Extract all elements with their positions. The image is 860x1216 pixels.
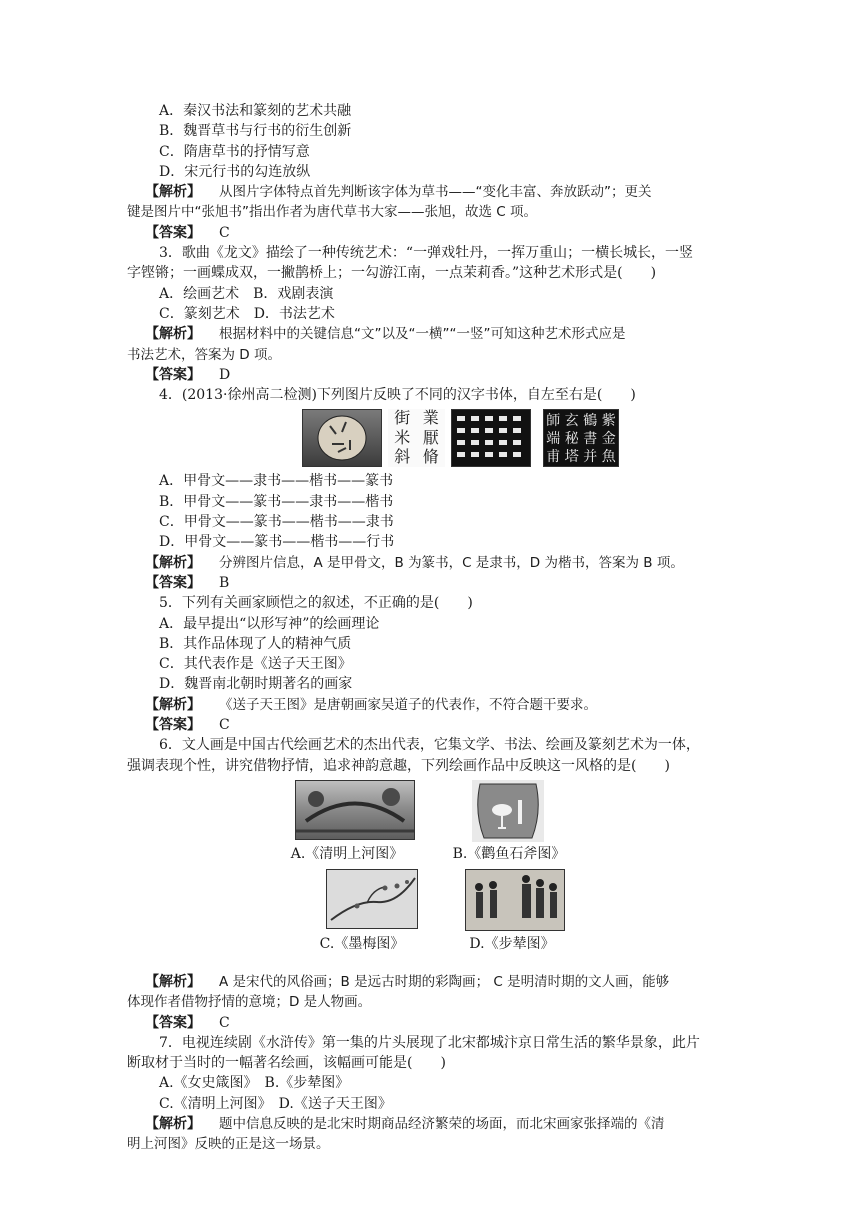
- ink-plum-image: [326, 869, 418, 929]
- q7-analysis: [127, 1114, 737, 1134]
- answer-label: 【答案】: [145, 366, 201, 383]
- stork-fish-axe-image: [472, 780, 544, 842]
- q4-option-b: B．甲骨文——篆书——隶书——楷书: [159, 493, 394, 510]
- q5-option-b: B．其作品体现了人的精神气质: [159, 635, 352, 652]
- q7-stem: 7．电视连续剧《水浒传》第一集的片头展现了北宋都城汴京日常生活的繁华景象，此片: [159, 1034, 700, 1051]
- q2-option-c: C．隋唐草书的抒情写意: [159, 143, 310, 160]
- answer-value: D: [219, 366, 231, 383]
- q6-paintings: [127, 780, 737, 972]
- analysis-label: 【解析】: [145, 1115, 201, 1132]
- q7-options-row2: C.《清明上河图》 D.《送子天王图》: [159, 1095, 392, 1112]
- analysis-text: A 是宋代的风俗画；B 是远古时期的彩陶画； C 是明清时期的文人画，能够: [219, 973, 670, 990]
- q4-answer: [127, 573, 737, 593]
- answer-label: 【答案】: [145, 1014, 201, 1031]
- analysis-label: 【解析】: [145, 973, 201, 990]
- painting-a: [295, 780, 415, 840]
- analysis-label: 【解析】: [145, 184, 201, 201]
- clerical-script-image: [451, 409, 531, 467]
- q5-stem: 5．下列有关画家顾恺之的叙述，不正确的是( ): [159, 595, 473, 612]
- analysis-label: 【解析】: [145, 696, 201, 713]
- q3-analysis-cont: 书法艺术，答案为 D 项。: [127, 346, 281, 363]
- caption-a: A.《清明上河图》: [290, 845, 404, 862]
- q5-option-c: C．其代表作是《送子天王图》: [159, 656, 352, 673]
- q3-options-row2: C．篆刻艺术 D．书法艺术: [159, 305, 335, 322]
- q4-option-d: D．甲骨文——篆书——楷书——行书: [159, 534, 395, 551]
- q7-analysis-cont: 明上河图》反映的正是这一场景。: [127, 1136, 330, 1153]
- answer-label: 【答案】: [145, 717, 201, 734]
- analysis-text: 分辨图片信息，A 是甲骨文，B 为篆书，C 是隶书，D 为楷书，答案为 B 项。: [219, 554, 684, 571]
- q6-stem: 6．文人画是中国古代绘画艺术的杰出代表，它集文学、书法、绘画及篆刻艺术为一体，: [159, 737, 700, 754]
- q3-stem-cont: 字铿锵；一画蝶成双，一撇鹊桥上；一勾游江南，一点茉莉香。”这种艺术形式是( ): [127, 265, 657, 282]
- q2-option-a: A．秦汉书法和篆刻的艺术共融: [159, 103, 352, 119]
- q2-option-b: B．魏晋草书与行书的衍生创新: [159, 123, 352, 140]
- q7-stem-cont: 断取材于当时的一幅著名绘画，该幅画可能是( ): [127, 1055, 446, 1072]
- analysis-text: 从图片字体特点首先判断该字体为草书——“变化丰富、奔放跃动”；更关: [219, 184, 652, 201]
- analysis-label: 【解析】: [145, 326, 201, 343]
- caption-c: C.《墨梅图》: [319, 935, 405, 952]
- oracle-bone-image: [302, 409, 382, 467]
- q5-option-a: A．最早提出“以形写神”的绘画理论: [159, 615, 380, 632]
- figures-shape: [466, 870, 564, 930]
- answer-label: 【答案】: [145, 224, 201, 241]
- q5-option-d: D．魏晋南北朝时期著名的画家: [159, 676, 353, 693]
- clerical-script-texture: [453, 411, 529, 465]
- plum-branch-shape: [327, 870, 417, 928]
- q7-options-row1: A.《女史箴图》 B.《步辇图》: [159, 1075, 350, 1092]
- q3-answer: [127, 365, 737, 385]
- q2-answer: [127, 223, 737, 243]
- q6-analysis-cont: 体现作者借物抒情的意境；D 是人物画。: [127, 994, 372, 1011]
- q2-analysis-cont: 键是图片中“张旭书”指出作者为唐代草书大家——张旭，故选 C 项。: [127, 204, 537, 221]
- answer-value: C: [219, 224, 230, 241]
- qingming-painting-image: [295, 780, 415, 840]
- document-content: [127, 101, 737, 1155]
- q4-option-a: A．甲骨文——隶书——楷书——篆书: [159, 473, 394, 490]
- bunian-tu-image: [465, 869, 565, 931]
- seal-script-image: 街 業 米 厭 斜 脩: [388, 409, 445, 467]
- pottery-jar-shape: [472, 780, 544, 842]
- q3-options-row1: A．绘画艺术 B．戏剧表演: [159, 285, 334, 302]
- q4-option-c: C．甲骨文——篆书——楷书——隶书: [159, 514, 394, 531]
- answer-value: C: [219, 717, 230, 734]
- answer-value: B: [219, 574, 230, 591]
- analysis-text: 《送子天王图》是唐朝画家吴道子的代表作，不符合题干要求。: [219, 696, 597, 713]
- q3-stem: 3．歌曲《龙文》描绘了一种传统艺术：“一弹戏牡丹，一挥万重山；一横长城长，一竖: [159, 245, 694, 262]
- painting-b: [472, 780, 544, 842]
- answer-label: 【答案】: [145, 574, 201, 591]
- q4-script-images: [127, 407, 737, 467]
- regular-script-image: 師 玄 鶴 紫 端 秘 書 金 甫 塔 并 魚: [543, 409, 619, 467]
- caption-b: B.《鹳鱼石斧图》: [452, 845, 566, 862]
- q5-analysis: [127, 695, 737, 715]
- analysis-text: 题中信息反映的是北宋时期商品经济繁荣的场面，而北宋画家张择端的《清: [219, 1115, 665, 1132]
- q4-stem: 4．(2013·徐州高二检测)下列图片反映了不同的汉字书体，自左至右是( ): [159, 387, 636, 404]
- q2-option-d: D．宋元行书的勾连放纵: [159, 163, 311, 180]
- q5-answer: [127, 715, 737, 735]
- q6-stem-cont: 强调表现个性，讲究借物抒情，追求神韵意趣，下列绘画作品中反映这一风格的是( ): [127, 757, 670, 774]
- painting-d: [465, 869, 565, 931]
- bridge-scene-shape: [296, 781, 414, 839]
- painting-c: [326, 869, 418, 929]
- q6-answer: [127, 1013, 737, 1033]
- oracle-bone-shape: [312, 412, 372, 464]
- caption-d: D.《步辇图》: [469, 935, 555, 952]
- q4-analysis: [127, 553, 737, 573]
- answer-value: C: [219, 1014, 230, 1031]
- q3-analysis: [127, 324, 737, 344]
- analysis-text: 根据材料中的关键信息“文”以及“一横”“一竖”可知这种艺术形式应是: [219, 326, 626, 343]
- q2-analysis: [127, 182, 737, 202]
- analysis-label: 【解析】: [145, 554, 201, 571]
- q6-analysis: [127, 972, 737, 992]
